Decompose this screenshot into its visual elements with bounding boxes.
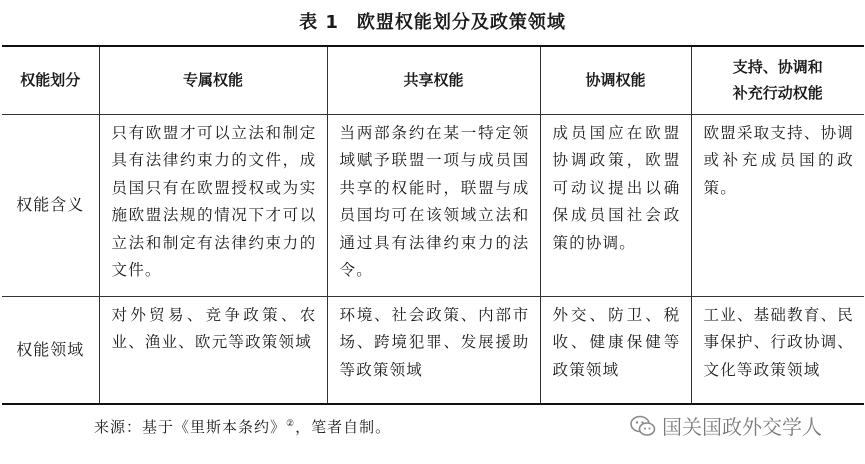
cell-exclusive-areas: 对外贸易、竞争政策、农业、渔业、欧元等政策领域 [99,296,327,404]
header-coordinating: 协调权能 [540,46,691,114]
cell-shared-areas: 环境、社会政策、内部市场、跨境犯罪、发展援助等政策领域 [327,296,540,404]
table-number: 表 1 [299,12,339,33]
row-label-meaning: 权能含义 [2,114,99,296]
header-division: 权能划分 [2,46,99,114]
table-row [2,296,864,404]
source-note [94,416,391,437]
cell-shared-meaning: 当两部条约在某一特定领域赋予联盟一项与成员国共享的权能时，联盟与成员国均可在该领域立法和通过具有法律约束力的法令。 [327,114,540,296]
cell-exclusive-meaning: 只有欧盟才可以立法和制定具有法律约束力的文件，成员国只有在欧盟授权或为实施欧盟法规的情况下才可以立法和制定有法律约束力的文件。 [99,114,327,296]
cell-supporting-areas: 工业、基础教育、民事保护、行政协调、文化等政策领域 [691,296,864,404]
cell-coordinating-areas: 外交、防卫、税收、健康保健等政策领域 [540,296,691,404]
watermark-text: 国关国政外交学人 [662,415,822,439]
header-exclusive: 专属权能 [99,46,327,114]
table-caption: 欧盟权能划分及政策领域 [356,12,566,33]
header-supporting [691,46,864,114]
header-supporting-line2: 补充行动权能 [732,84,823,103]
wechat-icon [630,414,656,438]
source-text: 来源：基于《里斯本条约》 [94,418,287,436]
header-shared: 共享权能 [327,46,540,114]
cell-coordinating-meaning: 成员国应在欧盟协调政策，欧盟可动议提出以确保成员国社会政策的协调。 [540,114,691,296]
header-supporting-line1: 支持、协调和 [732,58,823,77]
cell-supporting-meaning: 欧盟采取支持、协调或补充成员国的政策。 [691,114,864,296]
row-label-areas: 权能领域 [2,296,99,404]
watermark [630,411,822,440]
footnote-marker: ② [286,419,296,429]
table-title [0,8,865,34]
source-suffix: ，笔者自制。 [295,418,392,436]
header-row [2,46,864,114]
table-row [2,114,864,296]
competence-table [2,45,864,405]
